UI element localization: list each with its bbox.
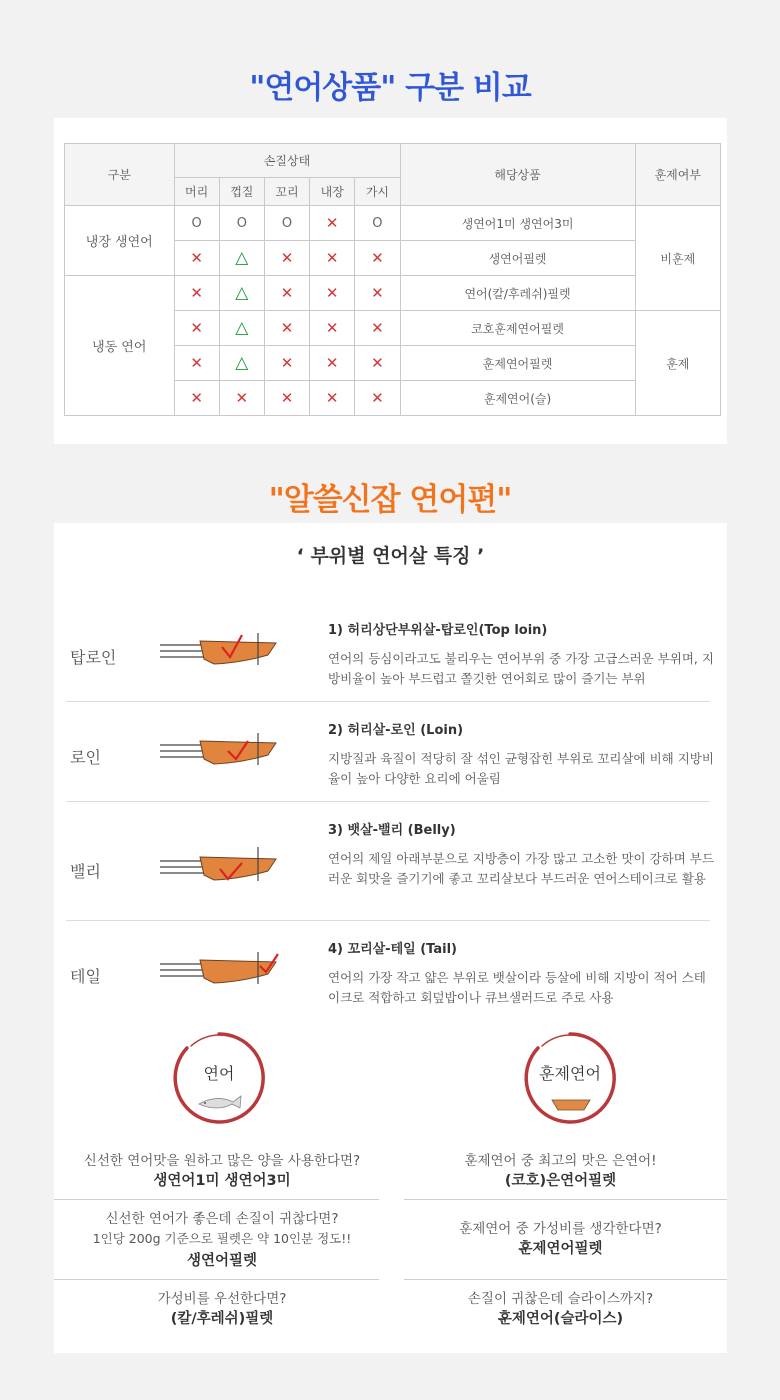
rec-answer: (칼/후레쉬)필렛 — [170, 1311, 274, 1327]
triangle-mark-icon: △ — [235, 247, 249, 268]
x-mark-icon: ✕ — [190, 353, 203, 372]
tips-title: "알쓸신잡 연어편" — [268, 482, 512, 518]
mark-cell — [355, 311, 400, 346]
mark-cell — [355, 241, 400, 276]
rec-answer: 훈제연어(슬라이스) — [497, 1311, 624, 1327]
table-row — [65, 206, 721, 241]
divider — [404, 1279, 727, 1280]
mark-cell — [174, 381, 219, 416]
group-cell: 냉동 연어 — [65, 276, 175, 416]
header-skin: 껍질 — [219, 178, 264, 206]
rec-note: 1인당 200g 기준으로 필렛은 약 10인분 정도!! — [92, 1231, 352, 1246]
part-head: 3) 뱃살-밸리 (Belly) — [328, 823, 456, 838]
mark-cell — [219, 206, 264, 241]
mark-cell — [219, 276, 264, 311]
mark-cell — [219, 241, 264, 276]
x-mark-icon: ✕ — [371, 388, 384, 407]
divider — [66, 920, 710, 921]
rec-question: 신선한 연어가 좋은데 손질이 귀찮다면? — [105, 1211, 339, 1227]
part-name: 테일 — [70, 967, 101, 986]
x-mark-icon: ✕ — [325, 318, 339, 337]
divider — [66, 701, 710, 702]
x-mark-icon: ✕ — [190, 283, 203, 302]
mark-cell — [355, 276, 400, 311]
mark-cell — [174, 276, 219, 311]
rec-left-1 — [54, 1151, 390, 1191]
salmon-cut-diagram — [160, 950, 282, 990]
x-mark-icon: ✕ — [190, 388, 203, 407]
x-mark-icon: ✕ — [325, 213, 339, 232]
smoked-salmon-badge — [520, 1028, 620, 1128]
rec-question: 훈제연어 중 가성비를 생각한다면? — [459, 1221, 662, 1237]
mark-cell — [219, 311, 264, 346]
circle-mark-icon: O — [191, 216, 202, 231]
mark-cell — [174, 346, 219, 381]
x-mark-icon: ✕ — [325, 388, 339, 407]
salmon-cut-diagram — [160, 847, 282, 887]
salmon-cut-diagram — [160, 631, 282, 671]
rec-question: 손질이 귀찮은데 슬라이스까지? — [467, 1291, 654, 1307]
header-damage: 손질상태 — [174, 144, 400, 178]
mark-cell — [355, 381, 400, 416]
smoked-cell: 비훈제 — [635, 206, 720, 311]
salmon-badge — [169, 1028, 269, 1128]
mark-cell — [264, 311, 309, 346]
circle-mark-icon: O — [236, 216, 247, 231]
x-mark-icon: ✕ — [325, 248, 339, 267]
x-mark-icon: ✕ — [280, 353, 294, 372]
product-cell: 생연어필렛 — [400, 241, 635, 276]
mark-cell — [264, 206, 309, 241]
smoked-badge-label: 훈제연어 — [539, 1064, 601, 1083]
x-mark-icon: ✕ — [371, 353, 384, 372]
triangle-mark-icon: △ — [235, 352, 249, 373]
triangle-mark-icon: △ — [235, 282, 249, 303]
rec-answer: 훈제연어필렛 — [518, 1241, 603, 1257]
rec-right-3 — [394, 1289, 727, 1329]
x-mark-icon: ✕ — [280, 283, 294, 302]
mark-cell — [264, 346, 309, 381]
rec-question: 신선한 연어맛을 원하고 많은 양을 사용한다면? — [83, 1153, 361, 1169]
part-head: 1) 허리상단부위살-탑로인(Top loin) — [328, 623, 548, 638]
part-name: 밸리 — [70, 862, 101, 881]
mark-cell — [219, 346, 264, 381]
mark-cell — [310, 381, 355, 416]
mark-cell — [264, 241, 309, 276]
part-desc: 지방질과 육질이 적당히 잘 섞인 균형잡힌 부위로 꼬리살에 비해 지방비율이 높아 다양한 요리에 어울림 — [328, 751, 714, 786]
mark-cell — [219, 381, 264, 416]
product-cell: 코호훈제연어필렛 — [400, 311, 635, 346]
smoked-cell: 훈제 — [635, 311, 720, 416]
parts-title: ‘ 부위별 연어살 특징 ’ — [296, 545, 485, 567]
product-cell: 연어(칼/후레쉬)필렛 — [400, 276, 635, 311]
mark-cell — [310, 276, 355, 311]
divider — [54, 1199, 379, 1200]
rec-answer: (코호)은연어필렛 — [504, 1173, 617, 1189]
mark-cell — [174, 241, 219, 276]
product-cell: 훈제연어필렛 — [400, 346, 635, 381]
salmon-cut-diagram — [160, 731, 282, 771]
mark-cell — [264, 381, 309, 416]
divider — [66, 801, 710, 802]
x-mark-icon: ✕ — [190, 318, 203, 337]
rec-right-1 — [394, 1151, 727, 1191]
divider — [54, 1279, 379, 1280]
part-desc: 연어의 등심이라고도 불리우는 연어부위 중 가장 고급스러운 부위며, 지방비율이 높아 부드럽고 쫄깃한 연어회로 많이 즐기는 부위 — [328, 651, 714, 686]
rec-question: 가성비를 우선한다면? — [157, 1291, 287, 1307]
header-bones: 가시 — [355, 178, 400, 206]
rec-left-3 — [54, 1289, 390, 1329]
fish-icon — [199, 1096, 241, 1108]
mark-cell — [310, 206, 355, 241]
comparison-table — [64, 143, 721, 416]
x-mark-icon: ✕ — [280, 388, 294, 407]
product-cell: 생연어1미 생연어3미 — [400, 206, 635, 241]
x-mark-icon: ✕ — [371, 283, 384, 302]
rec-question: 훈제연어 중 최고의 맛은 은연어! — [464, 1153, 657, 1169]
header-guts: 내장 — [310, 178, 355, 206]
mark-cell — [355, 346, 400, 381]
group-cell: 냉장 생연어 — [65, 206, 175, 276]
x-mark-icon: ✕ — [280, 318, 294, 337]
comparison-card — [54, 118, 727, 444]
mark-cell — [310, 311, 355, 346]
rec-right-2 — [394, 1219, 727, 1259]
mark-cell — [174, 206, 219, 241]
part-name: 탑로인 — [70, 648, 117, 667]
part-desc: 연어의 가장 작고 얇은 부위로 뱃살이라 등살에 비해 지방이 적어 스테이크로 적합하고 회덮밥이나 큐브샐러드로 주로 사용 — [328, 970, 706, 1005]
x-mark-icon: ✕ — [325, 353, 339, 372]
header-category: 구분 — [65, 144, 175, 206]
circle-mark-icon: O — [372, 216, 383, 231]
mark-cell — [355, 206, 400, 241]
part-name: 로인 — [70, 748, 101, 767]
parts-card — [54, 523, 727, 1353]
header-product: 해당상품 — [400, 144, 635, 206]
mark-cell — [174, 311, 219, 346]
salmon-badge-label: 연어 — [203, 1064, 235, 1083]
mark-cell — [264, 276, 309, 311]
table-row — [65, 276, 721, 311]
x-mark-icon: ✕ — [325, 283, 339, 302]
rec-answer: 생연어1미 생연어3미 — [153, 1173, 291, 1189]
part-desc: 연어의 제일 아래부분으로 지방층이 가장 많고 고소한 맛이 강하며 부드러운 회맛을 즐기기에 좋고 꼬리살보다 부드러운 연어스테이크로 활용 — [328, 851, 714, 886]
fillet-icon — [552, 1100, 590, 1110]
circle-mark-icon: O — [281, 216, 293, 231]
rec-left-2 — [54, 1209, 390, 1271]
header-head: 머리 — [174, 178, 219, 206]
divider — [404, 1199, 727, 1200]
triangle-mark-icon: △ — [235, 317, 249, 338]
x-mark-icon: ✕ — [190, 248, 203, 267]
part-head: 4) 꼬리살-테일 (Tail) — [328, 942, 457, 957]
x-mark-icon: ✕ — [280, 248, 294, 267]
x-mark-icon: ✕ — [371, 318, 384, 337]
compare-title: "연어상품" 구분 비교 — [249, 70, 531, 106]
product-cell: 훈제연어(슬) — [400, 381, 635, 416]
x-mark-icon: ✕ — [235, 388, 249, 407]
mark-cell — [310, 346, 355, 381]
mark-cell — [310, 241, 355, 276]
part-head: 2) 허리살-로인 (Loin) — [328, 723, 464, 738]
header-tail: 꼬리 — [264, 178, 309, 206]
header-smoked: 훈제여부 — [635, 144, 720, 206]
x-mark-icon: ✕ — [371, 248, 384, 267]
rec-answer: 생연어필렛 — [186, 1253, 258, 1269]
